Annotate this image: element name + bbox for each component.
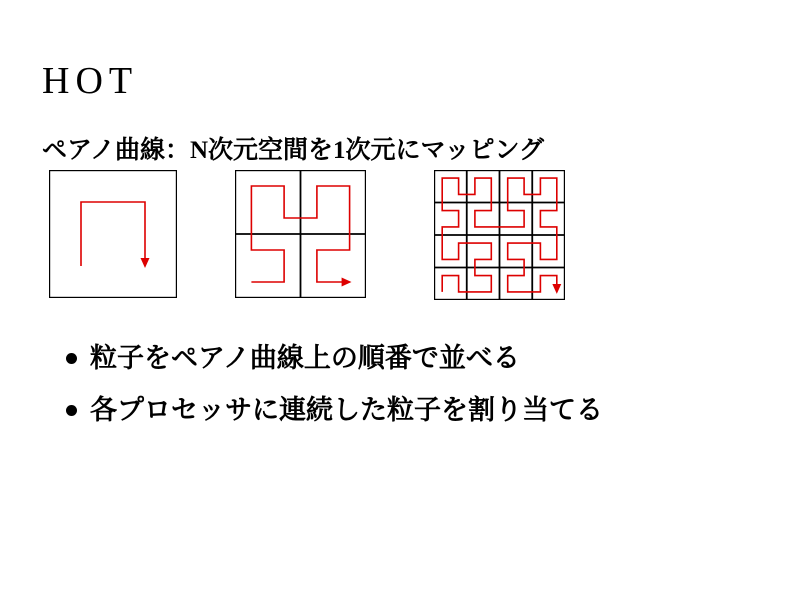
bullet-dot — [66, 405, 77, 416]
bullet-text: 各プロセッサに連続した粒子を割り当てる — [90, 395, 603, 425]
bullet-item — [66, 343, 520, 374]
bullet-text: 粒子をペアノ曲線上の順番で並べる — [90, 343, 520, 373]
bullet-dot — [66, 353, 77, 364]
peano-curve-level-2-figure — [235, 170, 366, 298]
slide-title: HOT — [42, 60, 139, 102]
peano-curve-level-1-figure — [49, 170, 177, 298]
bullet-item — [66, 395, 603, 426]
slide-subtitle: ペアノ曲線：N次元空間を1次元にマッピング — [42, 137, 545, 164]
peano-curve-level-3-figure — [434, 170, 565, 300]
